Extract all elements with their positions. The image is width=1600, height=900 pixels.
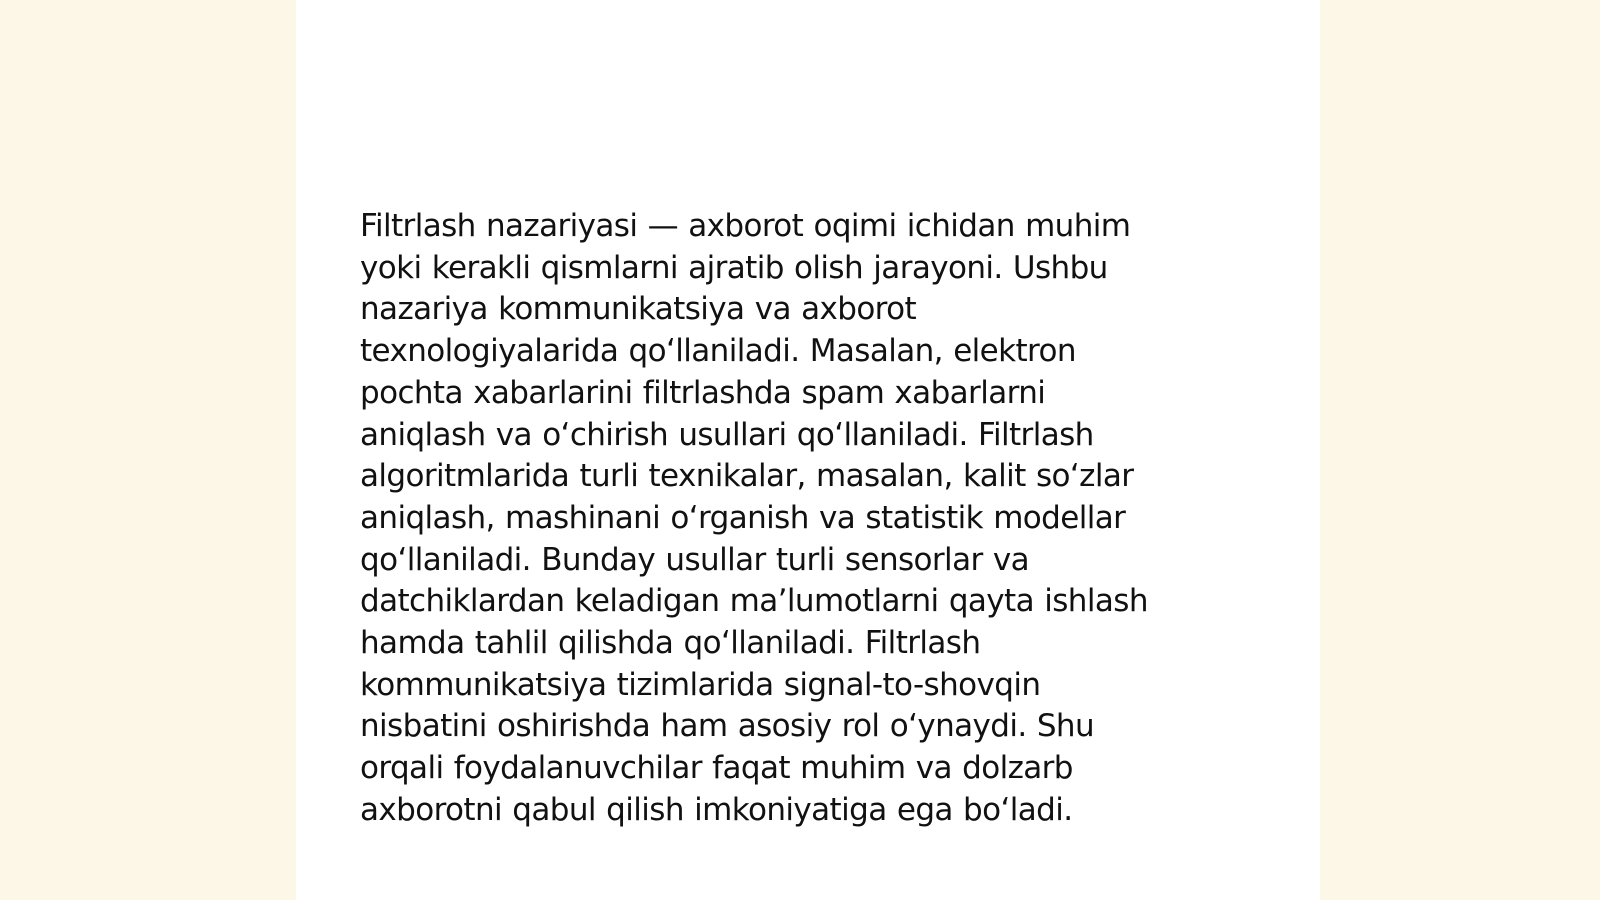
- document-page: [296, 0, 1320, 900]
- paragraph-line: algoritmlarida turli texnikalar, masalan, kalit so‘zlar: [360, 458, 1134, 495]
- paragraph-line: qo‘llaniladi. Bunday usullar turli sensorlar va: [360, 541, 1030, 578]
- paragraph-line: kommunikatsiya tizimlarida signal-to-shovqin: [360, 666, 1041, 703]
- body-paragraph: [360, 206, 1220, 832]
- paragraph-line: hamda tahlil qilishda qo‘llaniladi. Filtrlash: [360, 625, 981, 662]
- paragraph-line: yoki kerakli qismlarni ajratib olish jarayoni. Ushbu: [360, 249, 1108, 286]
- paragraph-line: nazariya kommunikatsiya va axborot: [360, 291, 917, 328]
- paragraph-line: texnologiyalarida qo‘llaniladi. Masalan, elektron: [360, 333, 1076, 370]
- paragraph-line: aniqlash va o‘chirish usullari qo‘llaniladi. Filtrlash: [360, 416, 1094, 453]
- paragraph-line: pochta xabarlarini filtrlashda spam xabarlarni: [360, 374, 1046, 411]
- paragraph-line: Filtrlash nazariyasi — axborot oqimi ichidan muhim: [360, 208, 1131, 244]
- paragraph-line: aniqlash, mashinani o‘rganish va statistik modellar: [360, 499, 1126, 536]
- paragraph-line: datchiklardan keladigan ma’lumotlarni qayta ishlash: [360, 583, 1148, 620]
- paragraph-line: axborotni qabul qilish imkoniyatiga ega bo‘ladi.: [360, 791, 1073, 828]
- paragraph-line: orqali foydalanuvchilar faqat muhim va dolzarb: [360, 750, 1073, 787]
- paragraph-line: nisbatini oshirishda ham asosiy rol o‘ynaydi. Shu: [360, 708, 1095, 745]
